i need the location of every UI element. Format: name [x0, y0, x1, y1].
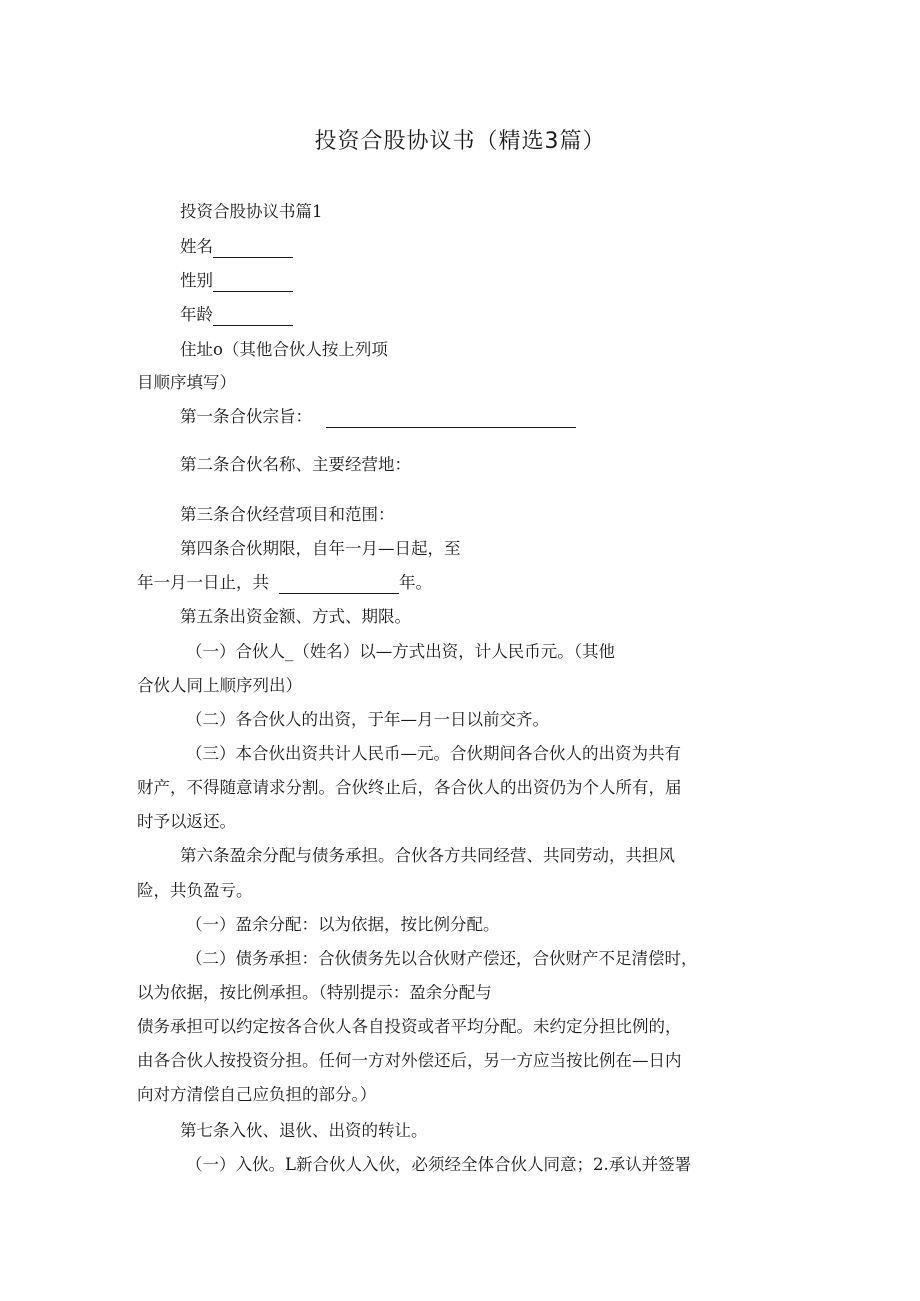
article-6-item-1: （一）盈余分配：以为依据，按比例分配。 — [186, 915, 500, 934]
name-field-row — [180, 236, 293, 258]
article-6-item-2-cont3: 由各合伙人按投资分担。任何一方对外偿还后，另一方应当按比例在—日内 — [137, 1051, 682, 1070]
article-5-item-3-cont2: 时予以返还。 — [137, 812, 236, 831]
article-5-item-3: （三）本合伙出资共计人民币—元。合伙期间各合伙人的出资为共有 — [186, 744, 681, 763]
article-5-item-1-cont: 合伙人同上顺序列出） — [137, 676, 302, 695]
article-4-cont-end: 年。 — [399, 573, 432, 592]
document-title: 投资合股协议书（精选3篇） — [314, 129, 606, 154]
article-3: 第三条合伙经营项目和范围： — [180, 505, 395, 524]
section-heading: 投资合股协议书篇1 — [180, 202, 323, 221]
gender-field-row — [180, 270, 293, 292]
gender-label: 性别 — [180, 271, 213, 290]
gender-blank[interactable] — [213, 275, 293, 292]
article-1-blank[interactable] — [326, 411, 576, 428]
name-label: 姓名 — [180, 237, 213, 256]
article-6-item-2-cont: 以为依据，按比例承担。（特别提示：盈余分配与 — [137, 983, 492, 1002]
article-5: 第五条出资金额、方式、期限。 — [180, 607, 411, 626]
age-field-row — [180, 304, 293, 326]
article-5-item-1: （一）合伙人_（姓名）以—方式出资，计人民币元。（其他 — [186, 642, 615, 661]
article-1-row — [180, 406, 576, 428]
article-6-item-2-cont2: 债务承担可以约定按各合伙人各自投资或者平均分配。未约定分担比例的， — [137, 1017, 682, 1036]
article-6-item-2: （二）债务承担：合伙债务先以合伙财产偿还，合伙财产不足清偿时， — [186, 949, 698, 968]
article-4: 第四条合伙期限，自年一月—日起，至 — [180, 539, 461, 558]
article-5-item-2: （二）各合伙人的出资，于年—月一日以前交齐。 — [186, 710, 549, 729]
article-7: 第七条入伙、退伙、出资的转让。 — [180, 1121, 428, 1140]
article-6-item-2-cont4: 向对方清偿自己应负担的部分。） — [137, 1085, 377, 1104]
article-6-cont: 险，共负盈亏。 — [137, 881, 253, 900]
article-1-label: 第一条合伙宗旨： — [180, 407, 312, 426]
name-blank[interactable] — [213, 241, 293, 258]
article-6: 第六条盈余分配与债务承担。合伙各方共同经营、共同劳动，共担风 — [180, 846, 675, 865]
article-4-cont-text: 年一月一日止，共 — [137, 573, 269, 592]
address-line-cont: 目顺序填写） — [137, 373, 236, 392]
article-4-cont — [137, 572, 432, 594]
article-5-item-3-cont: 财产，不得随意请求分割。合伙终止后，各合伙人的出资仍为个人所有，届 — [137, 778, 682, 797]
age-label: 年龄 — [180, 305, 213, 324]
age-blank[interactable] — [213, 309, 293, 326]
article-2: 第二条合伙名称、主要经营地： — [180, 455, 411, 474]
term-years-blank[interactable] — [279, 577, 399, 594]
address-line: 住址o（其他合伙人按上列项 — [180, 340, 388, 359]
article-7-item-1: （一）入伙。L新合伙人入伙，必须经全体合伙人同意；2.承认并签署 — [186, 1155, 692, 1174]
